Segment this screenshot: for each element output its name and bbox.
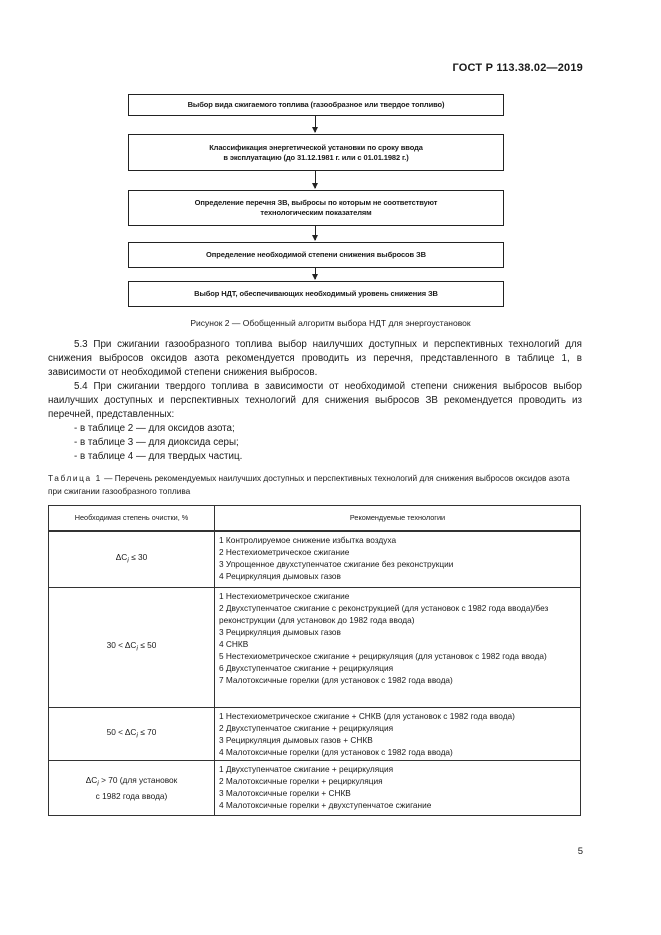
condition-line2: с 1982 года ввода) [95, 791, 168, 802]
list-item: 1 Контролируемое снижение избытка воздуха [219, 535, 397, 545]
condition-prefix: 50 < [106, 726, 125, 737]
subscript-i: i [136, 732, 138, 740]
technologies-cell [215, 708, 581, 761]
technologies-cell [215, 588, 581, 708]
flow-box-text: Выбор вида сжигаемого топлива (газообразное или твердое топливо) [187, 100, 445, 109]
flow-box-text: в эксплуатацию (до 31.12.1981 г. или с 01.01.1982 г.) [223, 152, 409, 162]
paragraph-text: 5.4 При сжигании твердого топлива в зависимости от необходимой степени снижения выбросов выбор наилучших доступных и перспективных технологий для снижения выбросов ЗВ рекомендуется проводить из перечней, представленных: [48, 381, 582, 420]
table-row [49, 708, 581, 761]
list-item: 4 Малотоксичные горелки (для установок с 1982 года ввода) [219, 747, 453, 757]
delta-c-symbol: ΔC [124, 726, 137, 737]
list-item: - в таблице 3 — для диоксида серы; [74, 437, 239, 448]
table-caption-text: — Перечень рекомендуемых наилучших доступных и перспективных технологий для снижения выбросов оксидов азота при сжигании газообразного топлива [48, 473, 570, 496]
table-row [49, 588, 581, 708]
list-item: 3 Рециркуляция дымовых газов + СНКВ [219, 735, 373, 745]
list-item: 4 СНКВ [219, 639, 249, 649]
list-item: - в таблице 4 — для твердых частиц. [74, 451, 243, 462]
list-item: 6 Двухступенчатое сжигание + рециркуляция [219, 663, 394, 673]
condition-cell [49, 761, 215, 816]
list-item: 4 Рециркуляция дымовых газов [219, 571, 341, 581]
flow-box-reduction-degree [128, 242, 504, 268]
table-row [49, 761, 581, 816]
condition-cell [49, 588, 215, 708]
flow-arrow [315, 226, 316, 240]
flow-arrow [315, 268, 316, 279]
flow-box-ndt-selection [128, 281, 504, 307]
list-item: 3 Упрощенное двухступенчатое сжигание без реконструкции [219, 559, 454, 569]
section-5-4 [48, 380, 582, 464]
flow-box-text: Определение перечня ЗВ, выбросы по которым не соответствуют [194, 198, 438, 207]
flow-box-classification [128, 134, 504, 171]
flow-box-text: технологическим показателям [260, 208, 372, 217]
list-item: 1 Нестехиометрическое сжигание + СНКВ (для установок с 1982 года ввода) [219, 711, 515, 721]
list-item: 7 Малотоксичные горелки (для установок с 1982 года ввода) [219, 675, 453, 685]
flow-box-text: Классификация энергетической установки по сроку ввода [209, 142, 423, 152]
list-item: 2 Двухступенчатое сжигание + рециркуляция [219, 723, 394, 733]
technologies-cell [215, 761, 581, 816]
condition-cell [49, 708, 215, 761]
flow-arrow [315, 116, 316, 132]
technologies-table [48, 505, 581, 816]
list-item: - в таблице 2 — для оксидов азота; [74, 423, 235, 434]
condition-suffix: ≤ 30 [128, 552, 148, 563]
subscript-i: i [136, 645, 138, 653]
condition-suffix: > 70 (для установок [98, 774, 178, 785]
subscript-i: i [97, 780, 99, 788]
technologies-cell [215, 531, 581, 588]
list-item: 2 Малотоксичные горелки + рециркуляция [219, 776, 383, 786]
flow-box-text: Выбор НДТ, обеспечивающих необходимый уровень снижения ЗВ [194, 289, 438, 298]
condition-suffix: ≤ 70 [137, 726, 157, 737]
section-5-3 [48, 338, 582, 380]
list-item: 4 Малотоксичные горелки + двухступенчатое сжигание [219, 800, 432, 810]
list-item: 1 Двухступенчатое сжигание + рециркуляция [219, 764, 394, 774]
table-header-cell: Рекомендуемые технологии [215, 506, 581, 532]
list-item: 3 Малотоксичные горелки + СНКВ [219, 788, 351, 798]
delta-c-symbol: ΔC [124, 640, 137, 651]
list-item: 5 Нестехиометрическое сжигание + рециркуляция (для установок с 1982 года ввода) [219, 651, 547, 661]
table-row [49, 531, 581, 588]
table-caption [48, 472, 582, 498]
paragraph-text: 5.3 При сжигании газообразного топлива выбор наилучших доступных и перспективных технологий для снижения выбросов оксидов азота рекомендуется проводить из перечня, представленного в таблице 1, в зависимости от необходимой степени снижения выбросов. [48, 339, 582, 378]
flow-box-pollutant-list [128, 190, 504, 226]
list-item: 2 Нестехиометрическое сжигание [219, 547, 350, 557]
figure-caption: Рисунок 2 — Обобщенный алгоритм выбора НДТ для энергоустановок [190, 318, 471, 328]
flow-arrow [315, 171, 316, 188]
delta-c-symbol: ΔC [115, 552, 128, 563]
condition-prefix: 30 < [106, 640, 125, 651]
condition-cell [49, 531, 215, 588]
list-item: 3 Рециркуляция дымовых газов [219, 627, 341, 637]
condition-suffix: ≤ 50 [137, 640, 157, 651]
flow-box-fuel-type [128, 94, 504, 116]
table-caption-label: Таблица 1 [48, 473, 102, 483]
subscript-i: i [127, 557, 129, 565]
table-header-cell: Необходимая степень очистки, % [49, 506, 215, 532]
list-item: 1 Нестехиометрическое сжигание [219, 591, 350, 601]
list-item: 2 Двухступенчатое сжигание с реконструкцией (для установок с 1982 года ввода)/без реконструкции (для установок до 1982 года ввода) [219, 603, 549, 625]
page-number: 5 [577, 846, 583, 857]
flow-box-text: Определение необходимой степени снижения выбросов ЗВ [206, 250, 426, 259]
document-code: ГОСТ Р 113.38.02—2019 [452, 62, 583, 74]
delta-c-symbol: ΔC [85, 774, 98, 785]
